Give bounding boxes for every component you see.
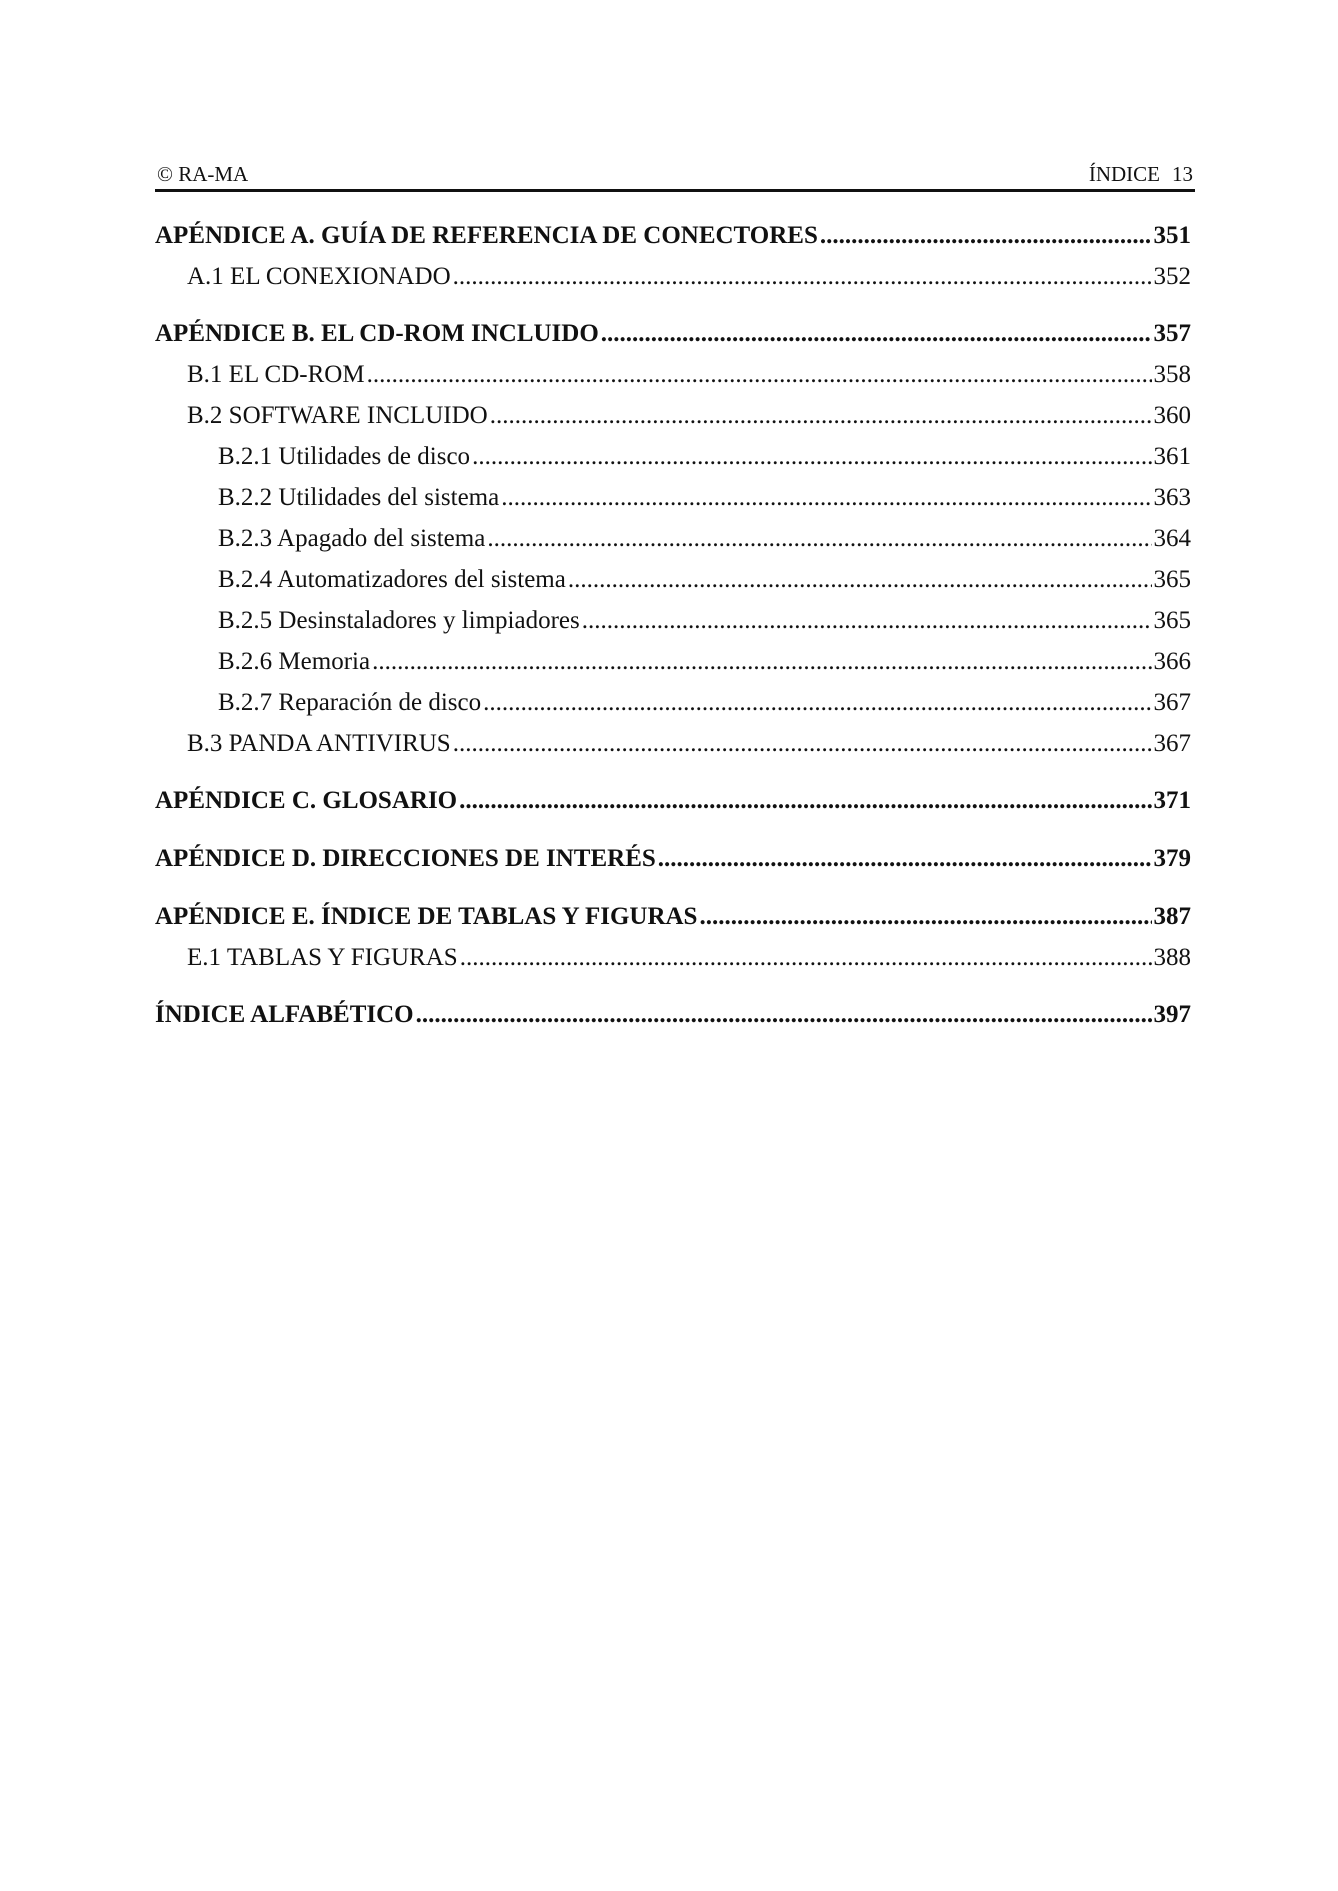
page-number: 13 — [1172, 162, 1193, 186]
toc-entry[interactable] — [155, 787, 1191, 827]
toc-title: B.1 EL CD-ROM — [187, 361, 365, 388]
toc-title: E.1 TABLAS Y FIGURAS — [187, 944, 458, 971]
toc-leader — [453, 730, 1152, 758]
toc-title: APÉNDICE C. GLOSARIO — [155, 787, 458, 814]
toc-title: B.2.4 Automatizadores del sistema — [218, 566, 566, 593]
toc-entry[interactable] — [155, 443, 1191, 483]
toc-leader — [472, 443, 1151, 471]
toc-entry[interactable] — [155, 944, 1191, 984]
toc-page: 357 — [1153, 320, 1191, 347]
header-rule — [155, 189, 1195, 192]
toc-leader — [699, 903, 1151, 931]
toc-page: 364 — [1153, 525, 1191, 552]
toc-leader — [568, 566, 1152, 594]
toc-title: APÉNDICE D. DIRECCIONES DE INTERÉS — [155, 845, 656, 872]
toc-leader — [459, 787, 1151, 815]
toc-entry[interactable] — [155, 320, 1191, 360]
toc-title: B.2.7 Reparación de disco — [218, 689, 482, 716]
toc-entry[interactable] — [155, 484, 1191, 524]
toc-page: 360 — [1153, 402, 1191, 429]
toc-entry[interactable] — [155, 566, 1191, 606]
toc-page: 387 — [1153, 903, 1191, 930]
toc-page: 371 — [1153, 787, 1191, 814]
toc-page: 388 — [1153, 944, 1191, 971]
toc-title: B.3 PANDA ANTIVIRUS — [187, 730, 451, 757]
toc-entry[interactable] — [155, 361, 1191, 401]
toc-page: 367 — [1153, 730, 1191, 757]
toc-title: APÉNDICE A. GUÍA DE REFERENCIA DE CONECTORES — [155, 222, 818, 249]
section-name: ÍNDICE — [1088, 162, 1160, 186]
toc-entry[interactable] — [155, 1001, 1191, 1041]
toc-page: 367 — [1153, 689, 1191, 716]
toc-leader — [658, 845, 1152, 873]
toc-title: B.2 SOFTWARE INCLUIDO — [187, 402, 488, 429]
toc-page: 361 — [1153, 443, 1191, 470]
toc-page: 351 — [1153, 222, 1191, 249]
toc-entry[interactable] — [155, 730, 1191, 770]
toc-title: B.2.6 Memoria — [218, 648, 371, 675]
toc-entry[interactable] — [155, 903, 1191, 943]
toc-leader — [601, 320, 1152, 348]
toc-page: 379 — [1153, 845, 1191, 872]
toc-title: APÉNDICE E. ÍNDICE DE TABLAS Y FIGURAS — [155, 903, 698, 930]
toc-title: B.2.2 Utilidades del sistema — [218, 484, 500, 511]
toc-leader — [367, 361, 1152, 389]
running-header — [155, 158, 1195, 190]
toc-leader — [820, 222, 1152, 250]
toc-entry[interactable] — [155, 689, 1191, 729]
copyright-label: © RA-MA — [157, 162, 249, 186]
toc-page: 365 — [1153, 566, 1191, 593]
toc-title: APÉNDICE B. EL CD-ROM INCLUIDO — [155, 320, 599, 347]
toc-page: 397 — [1153, 1001, 1191, 1028]
toc-page: 358 — [1153, 361, 1191, 388]
toc-entry[interactable] — [155, 845, 1191, 885]
toc-entry[interactable] — [155, 402, 1191, 442]
toc-leader — [490, 402, 1152, 430]
header-section — [1089, 158, 1193, 190]
toc-entry[interactable] — [155, 263, 1191, 303]
toc-page: 363 — [1153, 484, 1191, 511]
toc-leader — [453, 263, 1152, 291]
toc-leader — [460, 944, 1152, 972]
toc-leader — [582, 607, 1152, 635]
toc-page: 366 — [1153, 648, 1191, 675]
toc-entry[interactable] — [155, 525, 1191, 565]
toc-leader — [487, 525, 1151, 553]
toc-title: A.1 EL CONEXIONADO — [187, 263, 451, 290]
toc-leader — [501, 484, 1151, 512]
toc-title: ÍNDICE ALFABÉTICO — [155, 1001, 414, 1028]
toc-entry[interactable] — [155, 222, 1191, 262]
toc-title: B.2.5 Desinstaladores y limpiadores — [218, 607, 580, 634]
toc-title: B.2.1 Utilidades de disco — [218, 443, 471, 470]
toc-leader — [483, 689, 1151, 717]
toc-leader — [372, 648, 1151, 676]
toc-leader — [416, 1001, 1152, 1029]
toc-page: 352 — [1153, 263, 1191, 290]
toc-entry[interactable] — [155, 648, 1191, 688]
toc-title: B.2.3 Apagado del sistema — [218, 525, 486, 552]
toc-page: 365 — [1153, 607, 1191, 634]
toc-entry[interactable] — [155, 607, 1191, 647]
